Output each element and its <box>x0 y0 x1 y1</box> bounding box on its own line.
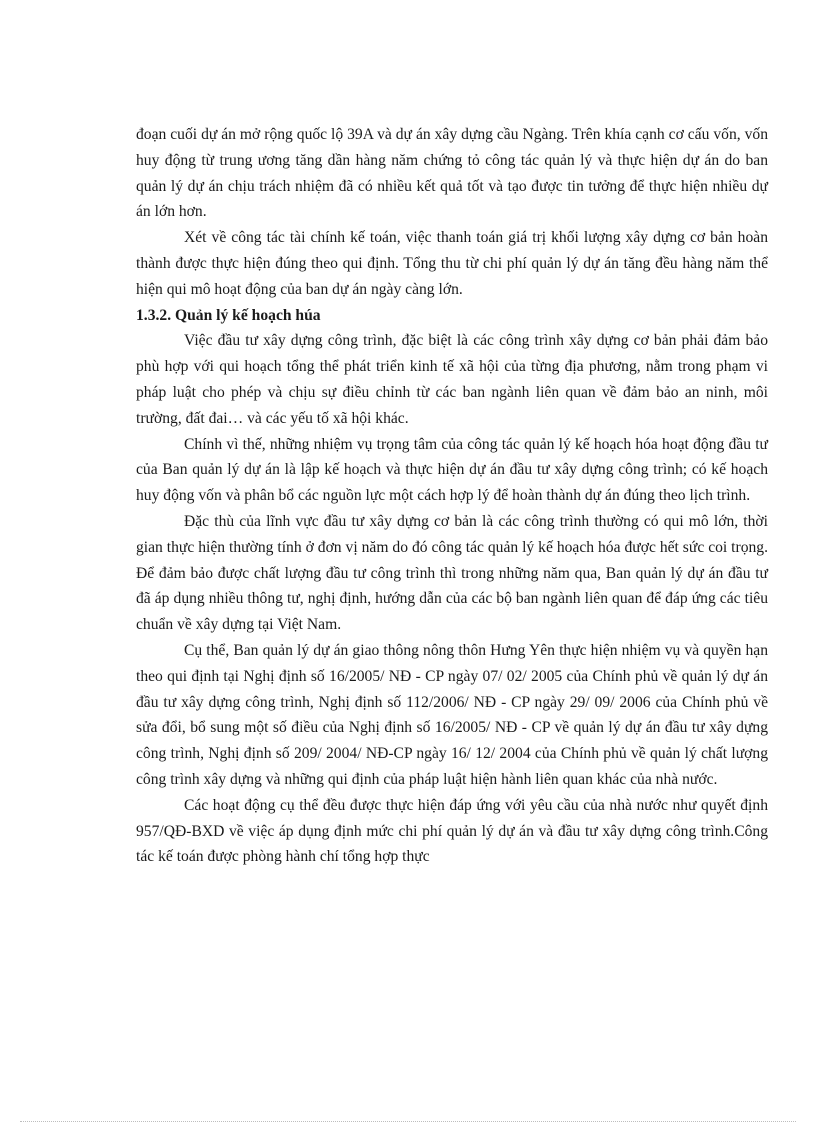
paragraph-regulations: Cụ thể, Ban quản lý dự án giao thông nông thôn Hưng Yên thực hiện nhiệm vụ và quyền hạn theo qui định tại Nghị định số 16/2005/ NĐ - CP ngày 07/ 02/ 2005 của Chính phủ về quản lý dự án đầu tư xây dựng công trình, Nghị định số 112/2006/ NĐ - CP ngày 29/ 09/ 2006 của Chính phủ về sửa đổi, bổ sung một số điều của Nghị định số 16/2005/ NĐ - CP về quản lý dự án đầu tư xây dựng công trình, Nghị định số 209/ 2004/ NĐ-CP ngày 16/ 12/ 2004 của Chính phủ về quản lý chất lượng công trình xây dựng và những qui định của pháp luật hiện hành liên quan khác của nhà nước. <box>136 641 768 788</box>
paragraph-activities: Các hoạt động cụ thể đều được thực hiện đáp ứng với yêu cầu của nhà nước như quyết định 957/QĐ-BXD về việc áp dụng định mức chi phí quản lý dự án và đầu tư xây dựng công trình.Công tác kế toán được phòng hành chí tổng hợp thực <box>136 796 768 866</box>
paragraph-key-tasks: Chính vì thế, những nhiệm vụ trọng tâm của công tác quản lý kế hoạch hóa hoạt động đầu tư của Ban quản lý dự án là lập kế hoạch và thực hiện dự án đầu tư xây dựng công trình; có kế hoạch huy động vốn và phân bổ các nguồn lực một cách hợp lý để hoàn thành dự án đúng theo lịch trình. <box>136 435 768 505</box>
section-heading: 1.3.2. Quản lý kế hoạch húa <box>136 306 321 324</box>
paragraph-finance-accounting: Xét về công tác tài chính kế toán, việc thanh toán giá trị khối lượng xây dựng cơ bản hoàn thành được thực hiện đúng theo qui định. Tổng thu từ chi phí quản lý dự án tăng đều hàng năm thể hiện qui mô hoạt động của ban dự án ngày càng lớn. <box>136 229 768 298</box>
paragraph-investment-planning: Việc đầu tư xây dựng công trình, đặc biệt là các công trình xây dựng cơ bản phải đảm bảo phù hợp với qui hoạch tổng thể phát triển kinh tế xã hội của từng địa phương, nằm trong phạm vi pháp luật cho phép và chịu sự điều chỉnh từ các ban ngành liên quan về đảm bảo an ninh, môi trường, đất đai… và các yếu tố xã hội khác. <box>136 332 768 427</box>
paragraph-characteristics: Đặc thù của lĩnh vực đầu tư xây dựng cơ bản là các công trình thường có qui mô lớn, thời gian thực hiện thường tính ở đơn vị năm do đó công tác quản lý kế hoạch hóa được hết sức coi trọng. Để đảm bảo được chất lượng đầu tư công trình thì trong những năm qua, Ban quản lý dự án đầu tư đã áp dụng nhiều thông tư, nghị định, hướng dẫn của các bộ ban ngành liên quan để đáp ứng các tiêu chuẩn về xây dựng tại Việt Nam. <box>136 512 768 634</box>
document-page <box>136 122 768 870</box>
paragraph-continuation: đoạn cuối dự án mở rộng quốc lộ 39A và dự án xây dựng cầu Ngàng. Trên khía cạnh cơ cấu vốn, vốn huy động từ trung ương tăng dần hàng năm chứng tỏ công tác quản lý và thực hiện dự án do ban quản lý dự án chịu trách nhiệm đã có nhiều kết quả tốt và tạo được tin tưởng để thực hiện nhiều dự án lớn hơn. <box>136 126 768 221</box>
page-bottom-divider <box>20 1121 796 1122</box>
